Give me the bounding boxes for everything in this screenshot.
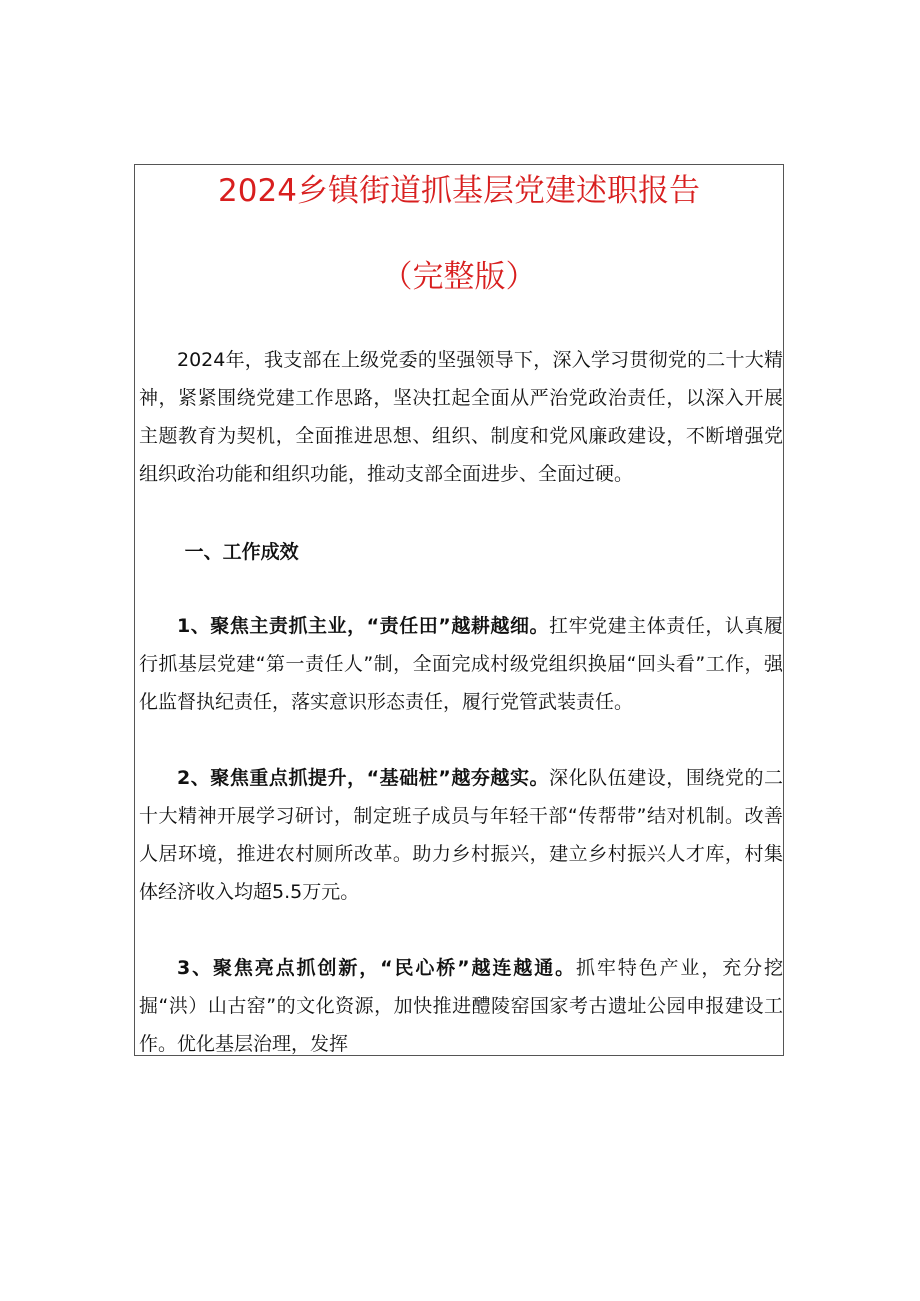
document-subtitle: （完整版） (381, 259, 537, 295)
item-paragraph-1 (139, 607, 783, 721)
item-paragraph-3 (139, 949, 783, 1056)
item-lead-3: 3、聚焦亮点抓创新，“民心桥”越连越通。 (177, 957, 576, 979)
document-title: 2024乡镇街道抓基层党建述职报告 (218, 173, 700, 209)
item-body-3: 抓牢特色产业，充分挖掘“洪）山古窑”的文化资源，加快推进醴陵窑国家考古遗址公园申报建设工作。优化基层治理，发挥 (139, 957, 783, 1055)
item-lead-2: 2、聚焦重点抓提升，“基础桩”越夯越实。 (177, 767, 550, 789)
item-body-2: 深化队伍建设，围绕党的二十大精神开展学习研讨，制定班子成员与年轻干部“传帮带”结对机制。改善人居环境，推进农村厕所改革。助力乡村振兴，建立乡村振兴人才库，村集体经济收入均超5.5万元。 (139, 767, 783, 903)
intro-paragraph: 2024年，我支部在上级党委的坚强领导下，深入学习贯彻党的二十大精神，紧紧围绕党建工作思路，坚决扛起全面从严治党政治责任，以深入开展主题教育为契机，全面推进思想、组织、制度和党风廉政建设，不断增强党组织政治功能和组织功能，推动支部全面进步、全面过硬。 (139, 349, 783, 485)
item-body-1: 扛牢党建主体责任，认真履行抓基层党建“第一责任人”制，全面完成村级党组织换届“回头看”工作，强化监督执纪责任，落实意识形态责任，履行党管武装责任。 (139, 615, 783, 713)
item-paragraph-2 (139, 759, 783, 911)
section-heading: 一、工作成效 (184, 541, 299, 563)
item-lead-1: 1、聚焦主责抓主业，“责任田”越耕越细。 (177, 615, 550, 637)
document-frame (134, 164, 784, 1056)
